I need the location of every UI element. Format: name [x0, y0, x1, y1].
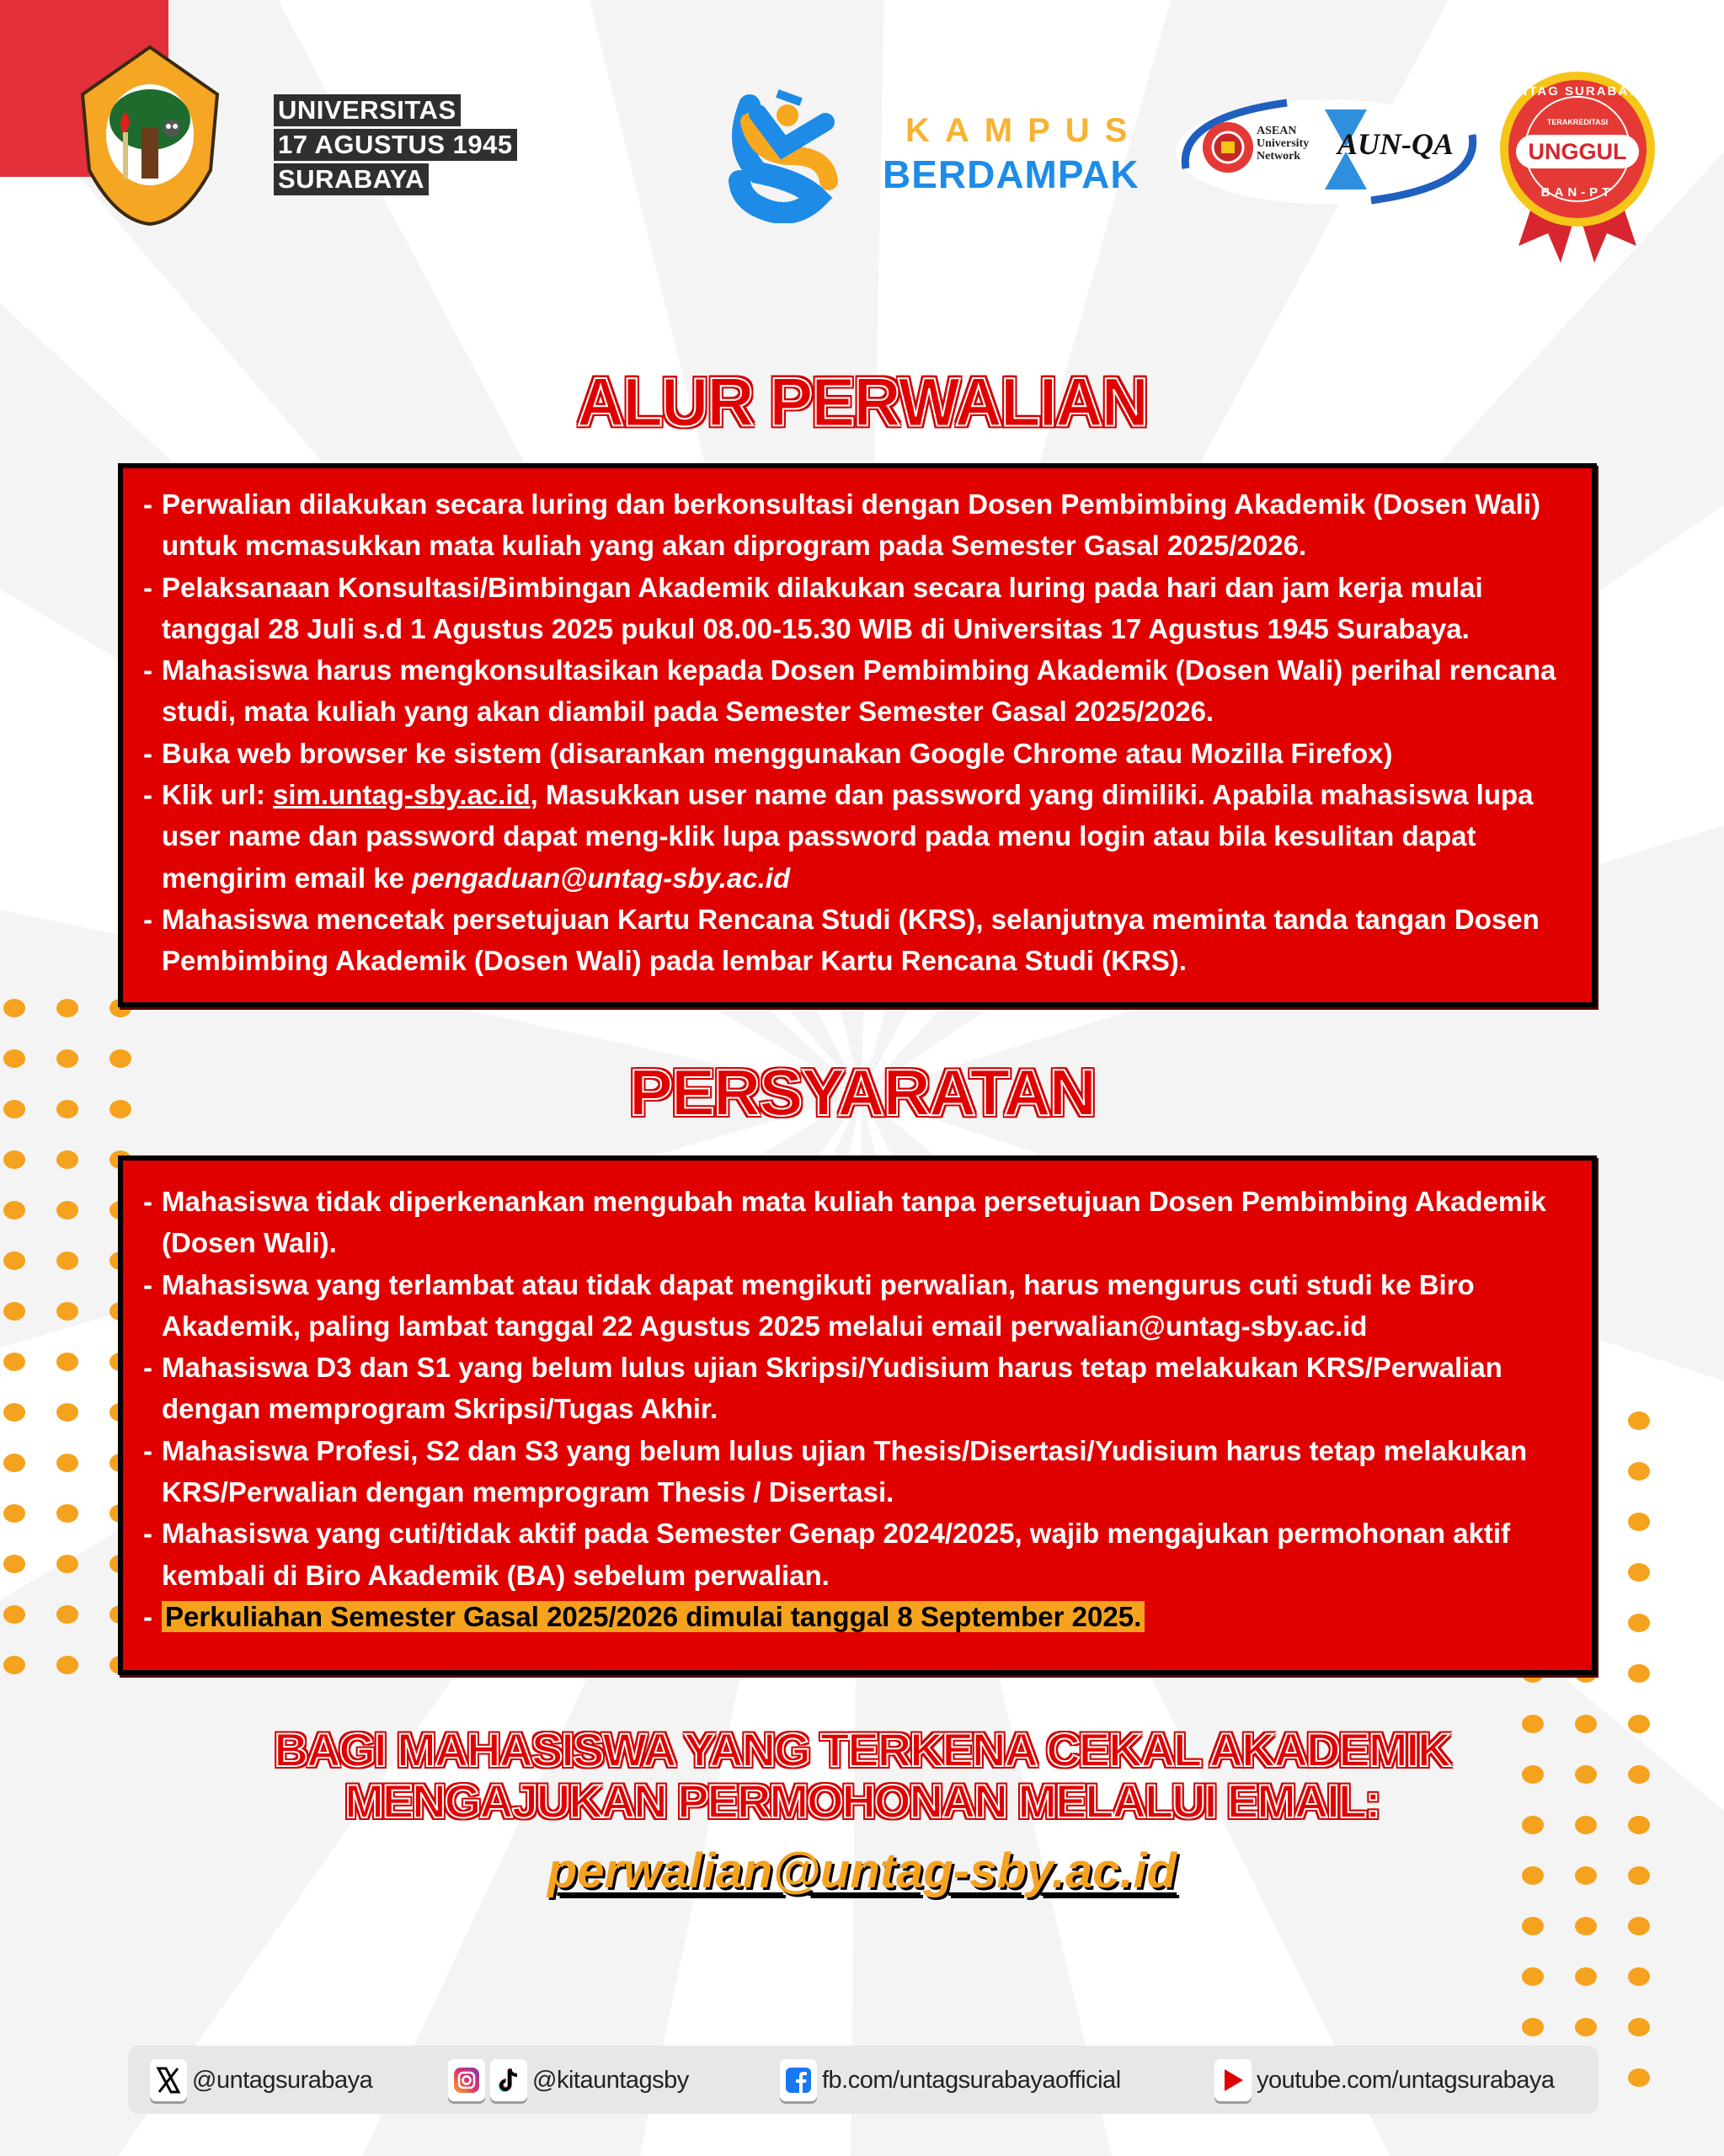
- asean-line-2: University: [1257, 137, 1310, 150]
- university-name-block: [274, 94, 517, 198]
- semester-start-highlight: Perkuliahan Semester Gasal 2025/2026 dimulai tanggal 8 September 2025.: [162, 1601, 1145, 1632]
- alur-item-3: - Mahasiswa harus mengkonsultasikan kepada Dosen Pembimbing Akademik (Dosen Wali) perihal rencana studi, mata kuliah yang akan diambil pada Semester Semester Gasal 2025/2026.: [143, 654, 1556, 728]
- alur-item-4-text: Buka web browser ke sistem (disarankan menggunakan Google Chrome atau Mozilla Firefox): [162, 737, 1393, 769]
- badge-ring-bottom-text: BAN-PT: [1540, 185, 1615, 200]
- persyaratan-title: PERSYARATAN: [629, 1055, 1095, 1129]
- alur-item-4: - Buka web browser ke sistem (disarankan menggunakan Google Chrome atau Mozilla Firefox): [143, 737, 1393, 769]
- persyaratan-box: [118, 1155, 1597, 1675]
- syarat-item-4: - Mahasiswa Profesi, S2 dan S3 yang belum lulus ujian Thesis/Disertasi/Yudisium harus tetap melakukan KRS/Perwalian dengan memprogram Thesis / Disertasi.: [143, 1434, 1528, 1508]
- social-x-label: @untagsurabaya: [192, 2066, 373, 2094]
- youtube-icon: [1214, 2059, 1252, 2101]
- untag-seal-logo: [74, 44, 226, 229]
- kampus-berdampak-logo: [724, 88, 1162, 223]
- pengaduan-email-link[interactable]: pengaduan@untag-sby.ac.id: [412, 862, 791, 894]
- university-name-line-1: UNIVERSITAS: [274, 94, 461, 126]
- facebook-icon: [780, 2059, 817, 2101]
- berdampak-text: BERDAMPAK: [883, 152, 1140, 196]
- kampus-berdampak-icon: [724, 88, 851, 223]
- syarat-item-4-text: Mahasiswa Profesi, S2 dan S3 yang belum lulus ujian Thesis/Disertasi/Yudisium harus tetap melakukan KRS/Perwalian dengan memprogram Thesis / Disertasi.: [162, 1434, 1528, 1508]
- social-instagram-tiktok-label: @kitauntagsby: [532, 2066, 689, 2094]
- alur-item-6: - Mahasiswa mencetak persetujuan Kartu Rencana Studi (KRS), selanjutnya meminta tanda tangan Dosen Pembimbing Akademik (Dosen Wali) pada lembar Kartu Rencana Studi (KRS).: [143, 903, 1540, 977]
- x-icon: [150, 2059, 187, 2101]
- sim-url-link[interactable]: sim.untag-sby.ac.id: [273, 779, 531, 811]
- syarat-item-2-text: Mahasiswa yang terlambat atau tidak dapat mengikuti perwalian, harus mengurus cuti studi ke Biro Akademik, paling lambat tanggal 22 Agustus 2025 melalui email perwalian@untag-sby.ac.id: [162, 1268, 1475, 1342]
- syarat-item-1: - Mahasiswa tidak diperkenankan mengubah mata kuliah tanpa persetujuan Dosen Pembimbing Akademik (Dosen Wali).: [143, 1186, 1546, 1259]
- alur-item-2-text: Pelaksanaan Konsultasi/Bimbingan Akademik dilakukan secara luring pada hari dan jam kerja mulai tanggal 28 Juli s.d 1 Agustus 2025 pukul 08.00-15.30 WIB di Universitas 17 Agustus 1945 Surabaya.: [162, 571, 1483, 644]
- accreditation-badge: [1497, 69, 1657, 271]
- alur-item-1: - Perwalian dilakukan secara luring dan berkonsultasi dengan Dosen Pembimbing Akademik (Dosen Wali) untuk mcmasukkan mata kuliah yang akan diprogram pada Semester Gasal 2025/2026.: [143, 488, 1540, 562]
- university-name-line-2: 17 AGUSTUS 1945: [274, 129, 517, 161]
- social-media-bar: [128, 2046, 1599, 2114]
- header-logos: [0, 0, 1724, 286]
- cekal-heading-line-2: MENGAJUKAN PERMOHONAN MELALUI EMAIL:: [344, 1774, 1380, 1828]
- badge-unggul-text: UNGGUL: [1516, 135, 1639, 168]
- alur-item-5-middle: , Masukkan user name dan password yang dimiliki. Apabila mahasiswa lupa user name dan password dapat meng-klik lupa password pada menu login atau bila kesulitan dapat mengirim email ke: [162, 779, 1534, 894]
- social-instagram-tiktok[interactable]: [448, 2059, 689, 2101]
- alur-item-1-text: Perwalian dilakukan secara luring dan berkonsultasi dengan Dosen Pembimbing Akademik (Dosen Wali) untuk mcmasukkan mata kuliah yang akan diprogram pada Semester Gasal 2025/2026.: [162, 488, 1540, 562]
- syarat-item-1-text: Mahasiswa tidak diperkenankan mengubah mata kuliah tanpa persetujuan Dosen Pembimbing Akademik (Dosen Wali).: [162, 1186, 1546, 1259]
- perwalian-email-link[interactable]: perwalian@untag-sby.ac.id: [547, 1844, 1177, 1898]
- asean-university-network-text: [1257, 125, 1309, 163]
- badge-terakreditasi-text: TERAKREDITASI: [1546, 118, 1609, 126]
- university-name-line-3: SURABAYA: [274, 163, 429, 195]
- kampus-text: KAMPUS: [905, 112, 1143, 149]
- social-youtube-label: youtube.com/untagsurabaya: [1257, 2066, 1555, 2094]
- asean-line-3: Network: [1257, 150, 1301, 163]
- cekal-heading-line-1: BAGI MAHASISWA YANG TERKENA CEKAL AKADEMIK: [274, 1723, 1450, 1776]
- syarat-item-6: - Perkuliahan Semester Gasal 2025/2026 dimulai tanggal 8 September 2025.: [143, 1596, 1567, 1637]
- alur-item-6-text: Mahasiswa mencetak persetujuan Kartu Rencana Studi (KRS), selanjutnya meminta tanda tangan Dosen Pembimbing Akademik (Dosen Wali) pada lembar Kartu Rencana Studi (KRS).: [162, 903, 1540, 977]
- tiktok-icon: [490, 2059, 527, 2101]
- badge-ribbon-icon: [1497, 69, 1657, 271]
- syarat-item-2: - Mahasiswa yang terlambat atau tidak dapat mengikuti perwalian, harus mengurus cuti studi ke Biro Akademik, paling lambat tanggal 22 Agustus 2025 melalui email perwalian@untag-sby.ac.id: [143, 1268, 1475, 1342]
- alur-perwalian-title: ALUR PERWALIAN: [577, 362, 1147, 441]
- aun-qa-logo: [1169, 93, 1482, 211]
- alur-item-3-text: Mahasiswa harus mengkonsultasikan kepada Dosen Pembimbing Akademik (Dosen Wali) perihal rencana studi, mata kuliah yang akan diambil pada Semester Semester Gasal 2025/2026.: [162, 654, 1556, 728]
- asean-line-1: ASEAN: [1257, 125, 1297, 137]
- social-x[interactable]: [150, 2059, 372, 2101]
- syarat-item-3: - Mahasiswa D3 dan S1 yang belum lulus ujian Skripsi/Yudisium harus tetap melakukan KRS/Perwalian dengan memprogram Skripsi/Tugas Akhir.: [143, 1352, 1502, 1425]
- alur-item-5-prefix: Klik url:: [162, 779, 274, 811]
- aun-qa-text: AUN-QA: [1337, 127, 1454, 161]
- syarat-item-3-text: Mahasiswa D3 dan S1 yang belum lulus ujian Skripsi/Yudisium harus tetap melakukan KRS/Perwalian dengan memprogram Skripsi/Tugas Akhir.: [162, 1352, 1502, 1425]
- social-youtube[interactable]: [1214, 2059, 1554, 2101]
- social-facebook[interactable]: [780, 2059, 1121, 2101]
- alur-perwalian-box: [118, 463, 1597, 1007]
- alur-item-5: - Klik url: sim.untag-sby.ac.id, Masukkan user name dan password yang dimiliki. Apabila mahasiswa lupa user name dan password dapat meng-klik lupa password pada menu login atau bila kesulitan dapat mengirim email ke pengaduan@untag-sby.ac.id: [143, 779, 1534, 894]
- social-facebook-label: fb.com/untagsurabayaofficial: [822, 2066, 1121, 2094]
- alur-item-2: - Pelaksanaan Konsultasi/Bimbingan Akademik dilakukan secara luring pada hari dan jam kerja mulai tanggal 28 Juli s.d 1 Agustus 2025 pukul 08.00-15.30 WIB di Universitas 17 Agustus 1945 Surabaya.: [143, 571, 1483, 644]
- syarat-item-5: - Mahasiswa yang cuti/tidak aktif pada Semester Genap 2024/2025, wajib mengajukan permohonan aktif kembali di Biro Akademik (BA) sebelum perwalian.: [143, 1518, 1511, 1591]
- badge-ring-top-text: UNTAG SURABAYA: [1507, 84, 1648, 99]
- syarat-item-5-text: Mahasiswa yang cuti/tidak aktif pada Semester Genap 2024/2025, wajib mengajukan permohonan aktif kembali di Biro Akademik (BA) sebelum perwalian.: [162, 1518, 1511, 1591]
- instagram-icon: [448, 2059, 485, 2101]
